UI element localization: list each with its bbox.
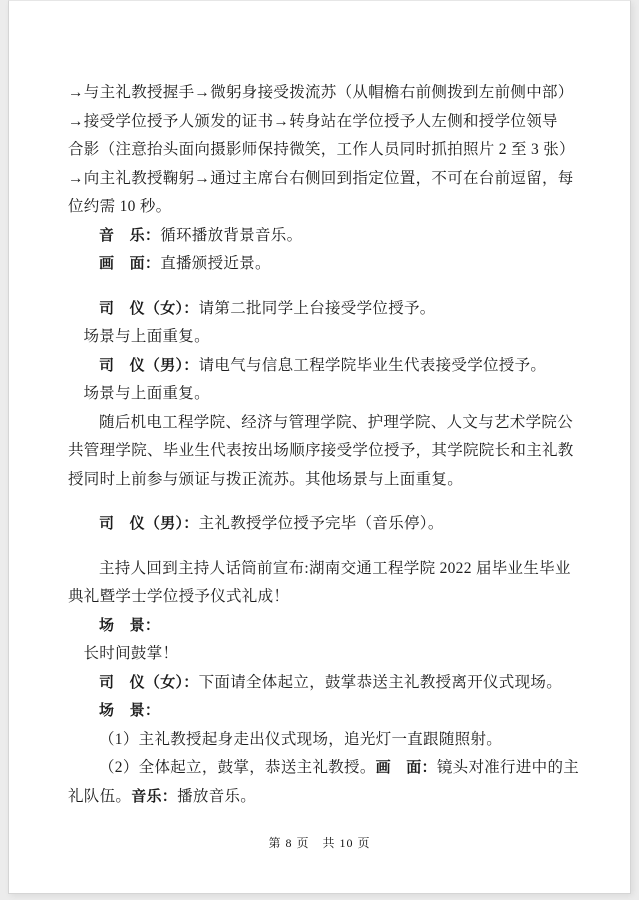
page-footer: [9, 834, 630, 851]
text-segment: 循环播放背景音乐。: [160, 226, 303, 244]
text-segment: 场景与上面重复。: [83, 328, 210, 345]
text-line: [68, 352, 598, 381]
text-line: [68, 583, 598, 612]
text-segment: 合影（注意抬头面向摄影师保持微笑，工作人员同时抓拍照片 2 至 3 张）: [68, 141, 575, 158]
bold-label: 画 面：: [99, 255, 161, 272]
text-line: [68, 466, 598, 495]
text-line: [68, 555, 598, 584]
text-line: [68, 108, 598, 137]
text-segment: 请第二批同学上台接受学位授予。: [198, 299, 436, 317]
text-line: [68, 697, 598, 726]
text-line: [68, 726, 598, 755]
text-segment: （2）全体起立，鼓掌，恭送主礼教授。: [99, 759, 376, 776]
text-segment: 礼队伍。: [68, 787, 132, 805]
text-line: [68, 510, 598, 539]
document-content: [68, 79, 598, 811]
page-number-text: 第 8 页 共 10 页: [268, 836, 371, 850]
text-line: [68, 437, 598, 466]
text-segment: 长时间鼓掌！: [83, 645, 179, 662]
text-line: [68, 612, 598, 641]
text-segment: 镜头对准行进中的主: [436, 759, 580, 776]
text-segment: →与主礼教授握手→微躬身接受拨流苏（从帽檐右前侧拨到左前侧中部）: [68, 84, 574, 101]
bold-label: 音乐：: [131, 787, 178, 805]
text-segment: 直播颁授近景。: [160, 255, 271, 272]
blank-line: [68, 539, 598, 555]
text-segment: 随后机电工程学院、经济与管理学院、护理学院、人文与艺术学院公: [99, 413, 574, 431]
text-line: [68, 323, 598, 352]
blank-line: [68, 279, 598, 295]
bold-label: 场 景：: [99, 702, 161, 719]
text-line: [68, 409, 598, 438]
text-segment: 典礼暨学士学位授予仪式礼成！: [68, 588, 290, 605]
text-line: [68, 79, 598, 108]
bold-label: 司 仪（男）：: [99, 515, 199, 532]
text-segment: 播放音乐。: [177, 787, 257, 805]
text-line: [68, 754, 598, 783]
text-line: [68, 640, 598, 669]
text-segment: （1）主礼教授起身走出仪式现场，追光灯一直跟随照射。: [99, 730, 503, 748]
text-segment: 主持人回到主持人话筒前宣布:湖南交通工程学院 2022 届毕业生毕业: [99, 559, 571, 577]
text-line: [68, 193, 598, 222]
bold-label: 司 仪（女）：: [99, 673, 199, 691]
document-page: [8, 0, 631, 894]
text-segment: →向主礼教授鞠躬→通过主席台右侧回到指定位置，不可在台前逗留，每: [68, 169, 574, 187]
text-segment: →接受学位授予人颁发的证书→转身站在学位授予人左侧和授学位领导: [68, 112, 558, 130]
bold-label: 场 景：: [99, 616, 161, 634]
text-segment: 主礼教授学位授予完毕（音乐停）。: [198, 515, 444, 532]
text-line: [68, 669, 598, 698]
text-segment: 授同时上前参与颁证与拨正流苏。其他场景与上面重复。: [68, 470, 464, 488]
bold-label: 画 面：: [375, 759, 437, 776]
blank-line: [68, 494, 598, 510]
text-line: [68, 295, 598, 324]
text-segment: 位约需 10 秒。: [68, 198, 172, 215]
text-segment: 下面请全体起立，鼓掌恭送主礼教授离开仪式现场。: [198, 673, 563, 691]
text-segment: 共管理学院、毕业生代表按出场顺序接受学位授予，其学院院长和主礼教: [68, 442, 574, 459]
text-line: [68, 222, 598, 251]
text-segment: 场景与上面重复。: [83, 385, 210, 402]
text-line: [68, 136, 598, 165]
bold-label: 音 乐：: [99, 226, 161, 244]
text-line: [68, 783, 598, 812]
text-segment: 请电气与信息工程学院毕业生代表接受学位授予。: [198, 356, 547, 374]
bold-label: 司 仪（男）：: [99, 356, 199, 374]
text-line: [68, 380, 598, 409]
bold-label: 司 仪（女）：: [99, 299, 199, 317]
text-line: [68, 165, 598, 194]
text-line: [68, 250, 598, 279]
